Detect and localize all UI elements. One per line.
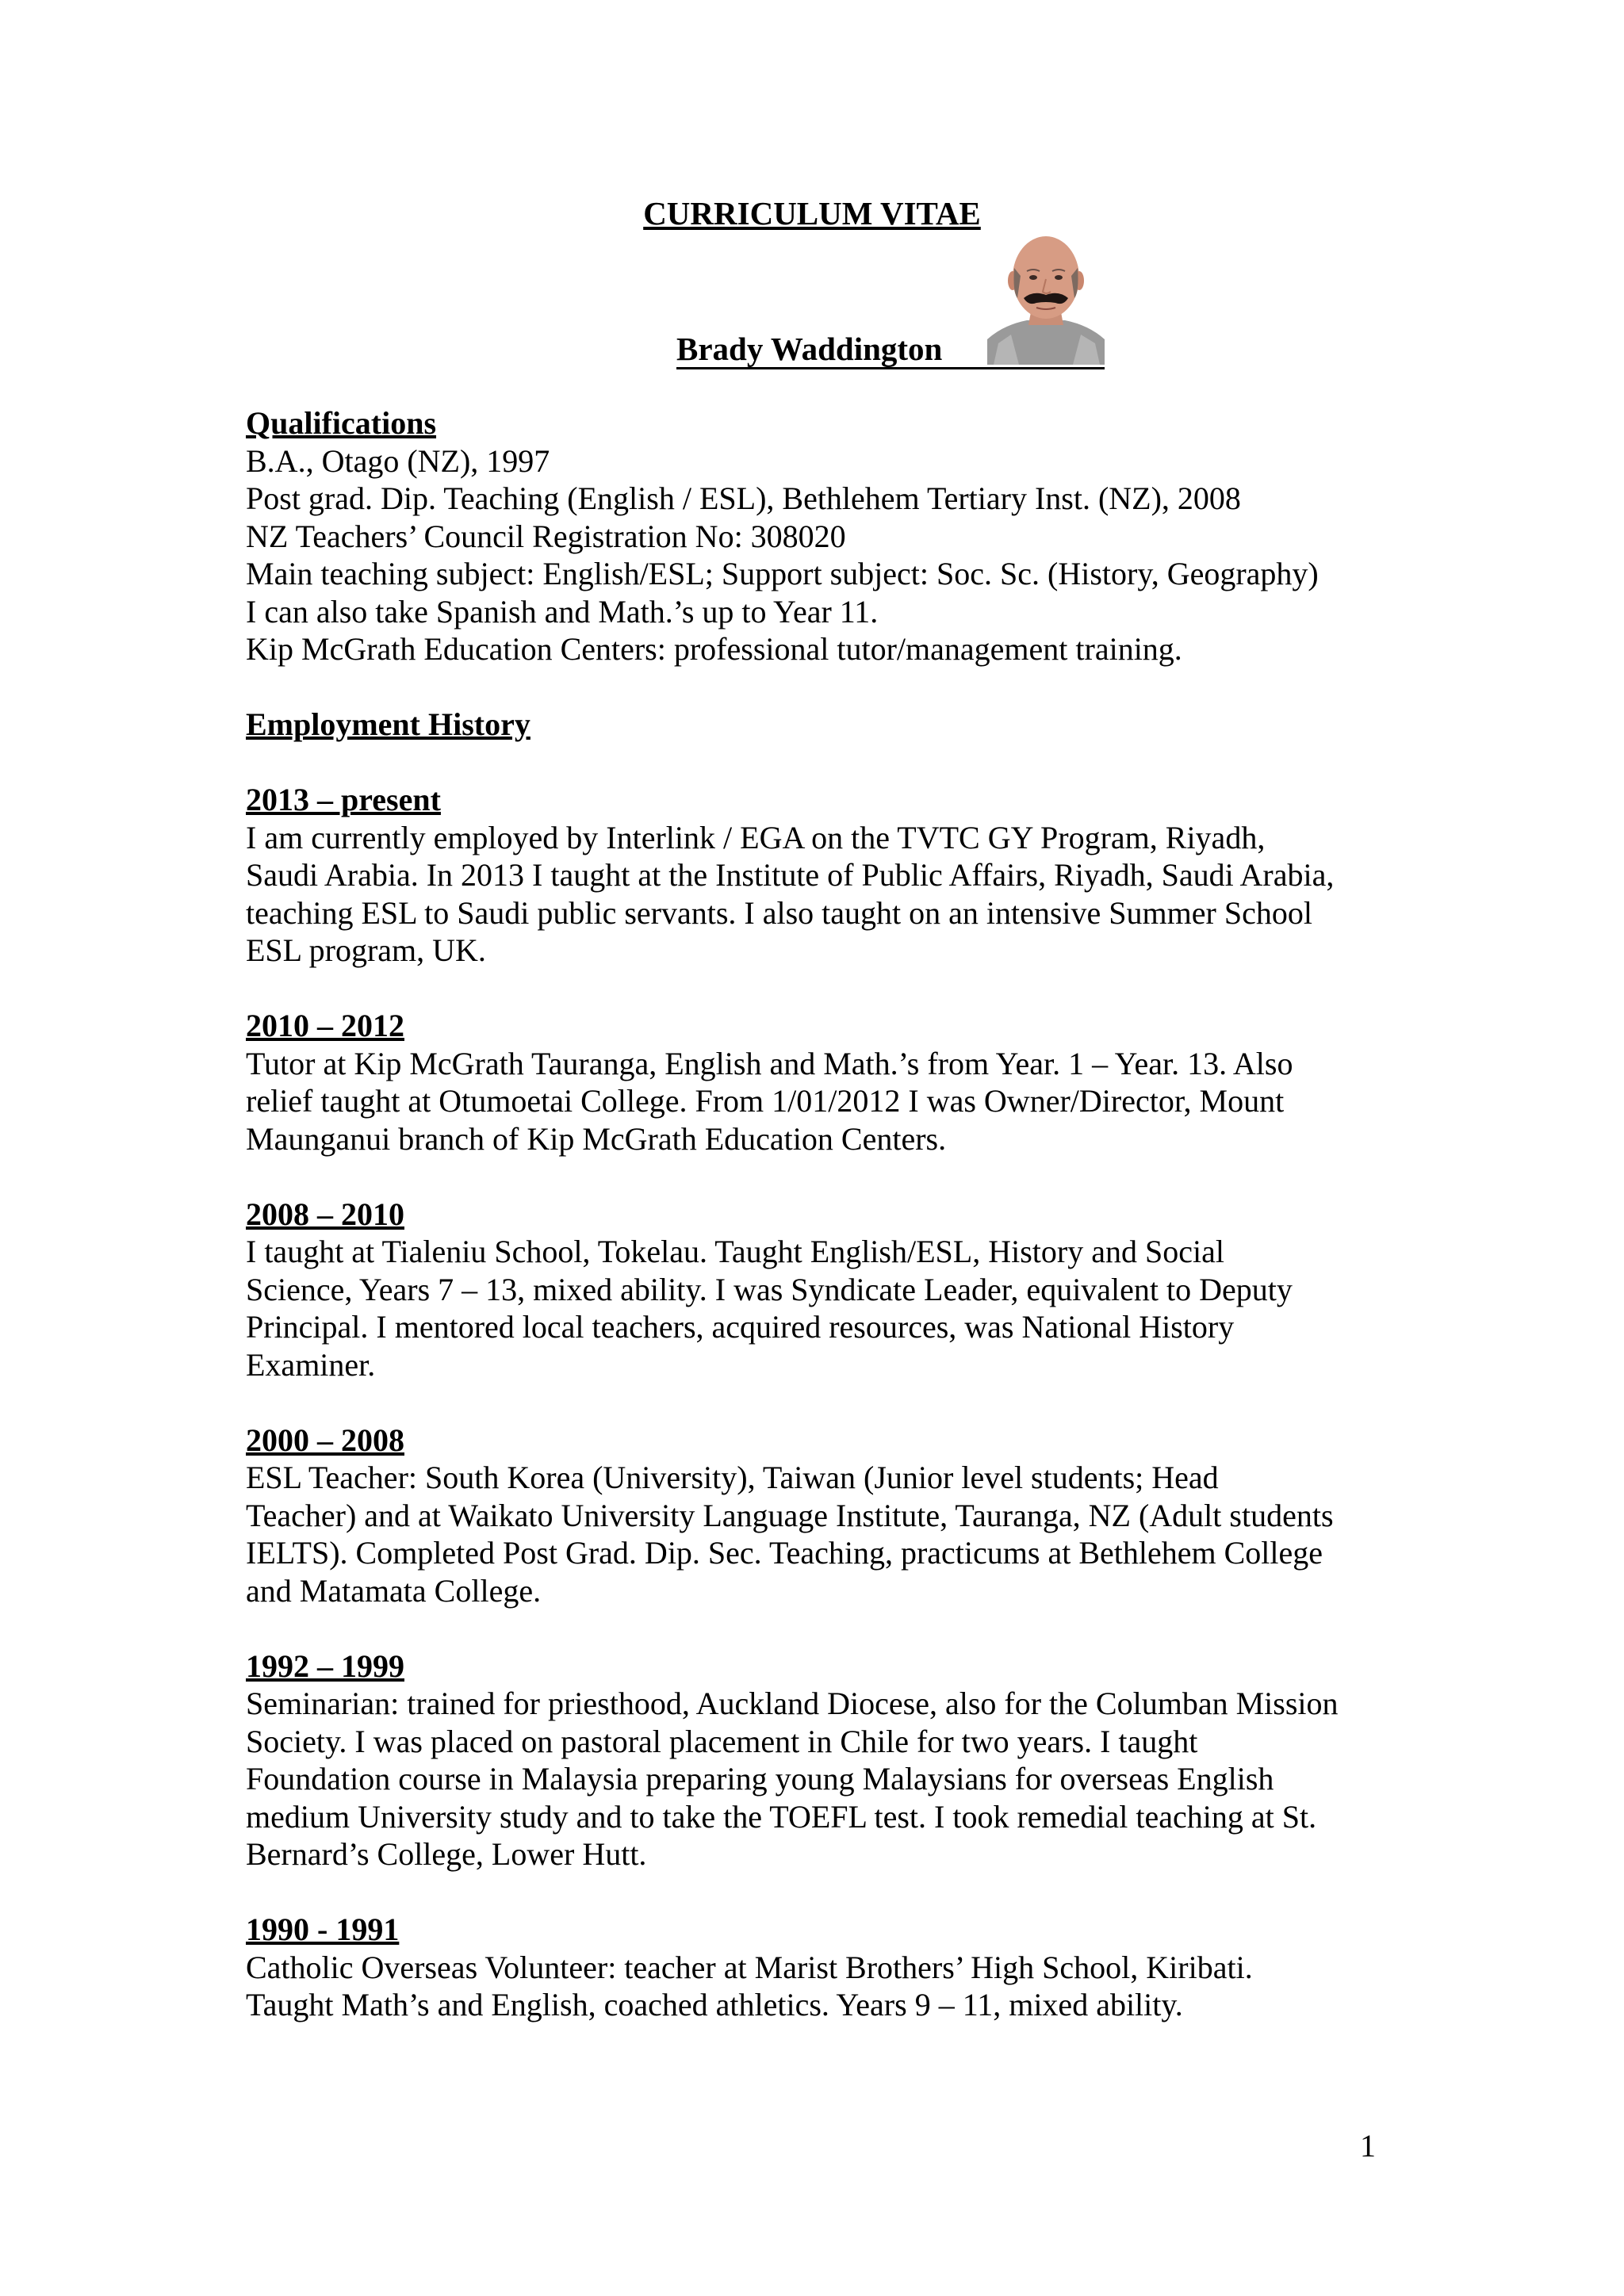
cv-content <box>246 404 1388 2024</box>
portrait-photo <box>987 228 1105 365</box>
employment-line: Taught Math’s and English, coached athletics. Years 9 – 11, mixed ability. <box>246 1987 1183 2022</box>
employment-line: Catholic Overseas Volunteer: teacher at Marist Brothers’ High School, Kiribati. <box>246 1949 1253 1985</box>
employment-line: Saudi Arabia. In 2013 I taught at the Institute of Public Affairs, Riyadh, Saudi Arabia, <box>246 857 1335 893</box>
employment-entry <box>246 1647 1388 1873</box>
employment-period: 2013 – present <box>246 782 441 817</box>
employment-line: ESL Teacher: South Korea (University), Taiwan (Junior level students; Head <box>246 1460 1219 1495</box>
employment-entry <box>246 1196 1388 1384</box>
employment-line: and Matamata College. <box>246 1572 542 1609</box>
employment-line: Seminarian: trained for priesthood, Auckland Diocese, also for the Columban Mission <box>246 1686 1339 1721</box>
employment-line: IELTS). Completed Post Grad. Dip. Sec. Teaching, practicums at Bethlehem College <box>246 1535 1323 1571</box>
qualification-line: NZ Teachers’ Council Registration No: 308020 <box>246 518 846 554</box>
qualification-line: Main teaching subject: English/ESL; Support subject: Soc. Sc. (History, Geography) <box>246 556 1319 591</box>
employment-period: 2008 – 2010 <box>246 1196 404 1232</box>
employment-entry <box>246 1911 1388 2024</box>
employment-line: Foundation course in Malaysia preparing young Malaysians for overseas English <box>246 1761 1274 1797</box>
employment-period: 1992 – 1999 <box>246 1647 404 1684</box>
document-title: CURRICULUM VITAE <box>643 195 981 232</box>
person-name: Brady Waddington <box>676 331 943 367</box>
employment-line: Science, Years 7 – 13, mixed ability. I was Syndicate Leader, equivalent to Deputy <box>246 1271 1293 1307</box>
qualification-line: I can also take Spanish and Math.’s up to Year 11. <box>246 593 879 629</box>
employment-period: 2010 – 2012 <box>246 1008 404 1043</box>
employment-period: 1990 - 1991 <box>246 1911 400 1947</box>
employment-line: Examiner. <box>246 1346 376 1383</box>
name-row <box>676 228 1105 369</box>
employment-line: Tutor at Kip McGrath Tauranga, English and Math.’s from Year. 1 – Year. 13. Also <box>246 1045 1293 1081</box>
qualification-line: Post grad. Dip. Teaching (English / ESL), Bethlehem Tertiary Inst. (NZ), 2008 <box>246 480 1241 516</box>
employment-line: Bernard’s College, Lower Hutt. <box>246 1836 647 1872</box>
employment-line: Teacher) and at Waikato University Language Institute, Tauranga, NZ (Adult students <box>246 1497 1334 1533</box>
employment-line: I am currently employed by Interlink / EGA on the TVTC GY Program, Riyadh, <box>246 819 1266 855</box>
employment-heading: Employment History <box>246 706 530 742</box>
employment-line: I taught at Tialeniu School, Tokelau. Taught English/ESL, History and Social <box>246 1234 1224 1269</box>
employment-line: teaching ESL to Saudi public servants. I also taught on an intensive Summer School <box>246 894 1312 931</box>
employment-line: Maunganui branch of Kip McGrath Education Centers. <box>246 1120 947 1157</box>
qualifications-section <box>246 404 1388 668</box>
qualifications-heading: Qualifications <box>246 405 437 441</box>
employment-line: Principal. I mentored local teachers, acquired resources, was National History <box>246 1309 1235 1345</box>
employment-entry <box>246 781 1388 970</box>
employment-section <box>246 706 1388 2024</box>
qualification-line: B.A., Otago (NZ), 1997 <box>246 442 550 479</box>
qualification-line: Kip McGrath Education Centers: professional tutor/management training. <box>246 631 1182 667</box>
employment-entry <box>246 1007 1388 1158</box>
employment-line: Society. I was placed on pastoral placement in Chile for two years. I taught <box>246 1723 1198 1759</box>
employment-entry <box>246 1422 1388 1610</box>
employment-line: ESL program, UK. <box>246 932 486 968</box>
employment-period: 2000 – 2008 <box>246 1422 404 1458</box>
page-number: 1 <box>1360 2128 1376 2164</box>
employment-line: relief taught at Otumoetai College. From 1/01/2012 I was Owner/Director, Mount <box>246 1083 1285 1119</box>
employment-line: medium University study and to take the TOEFL test. I took remedial teaching at St. <box>246 1798 1317 1835</box>
